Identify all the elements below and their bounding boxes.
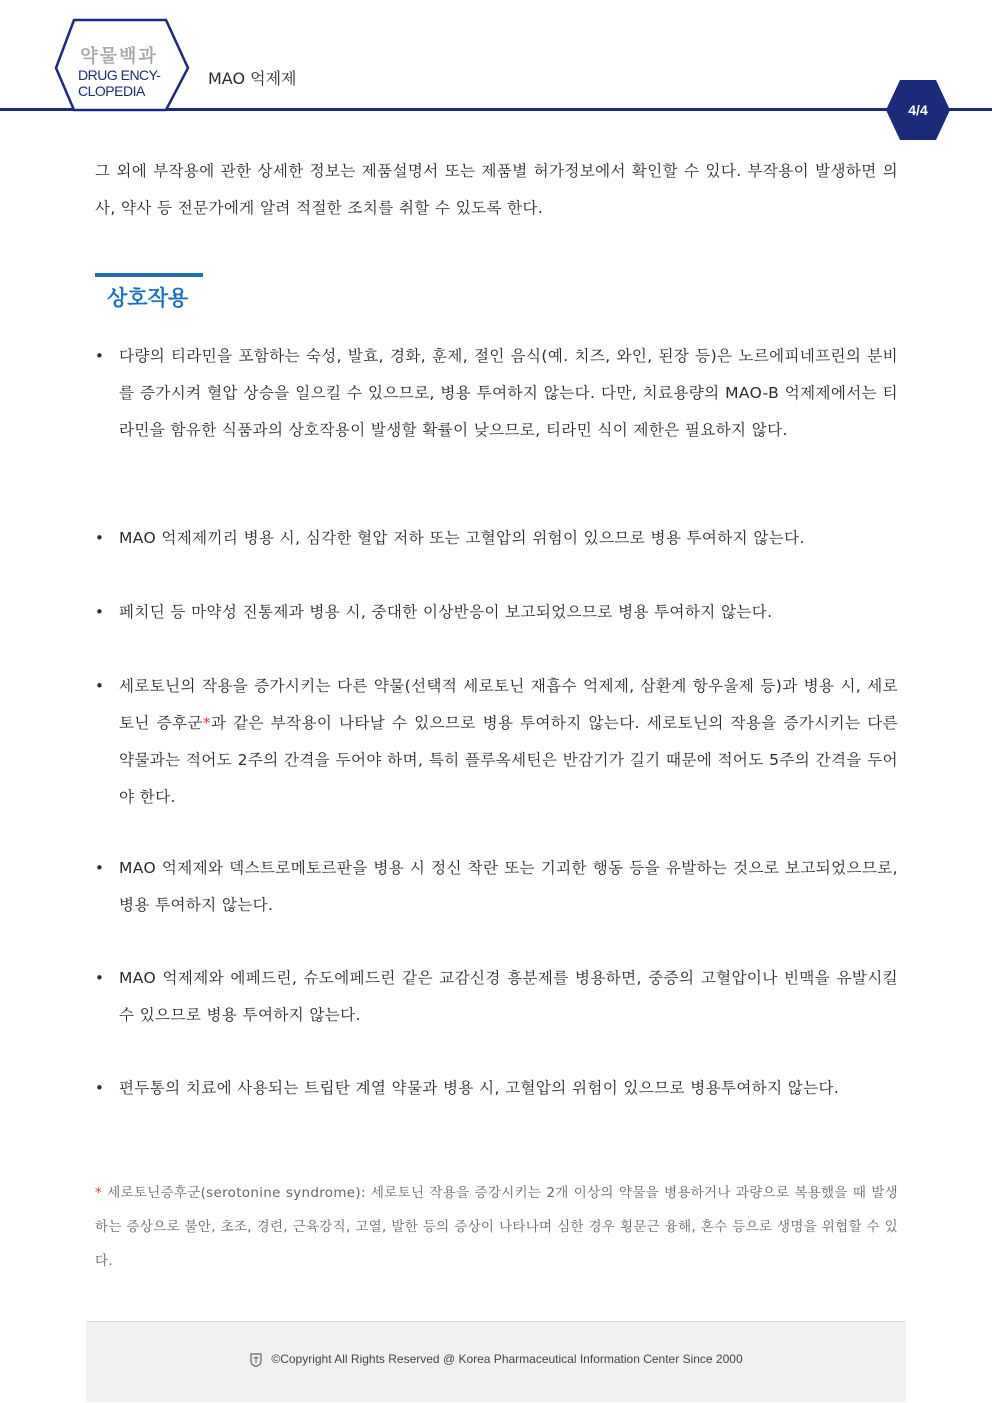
bullet-dot: •	[95, 859, 104, 877]
list-item-text: MAO 억제제끼리 병용 시, 심각한 혈압 저하 또는 고혈압의 위험이 있으므로 병용 투여하지 않는다.	[119, 529, 805, 547]
section-title-bar	[95, 273, 203, 277]
logo-korean-text: 약물백과	[80, 46, 158, 67]
intro-paragraph: 그 외에 부작용에 관한 상세한 정보는 제품설명서 또는 제품별 허가정보에서 확인할 수 있다. 부작용이 발생하면 의사, 약사 등 전문가에게 알려 적절한 조치를 취할 수 있도록 한다.	[95, 162, 898, 217]
bullet-dot: •	[95, 1079, 104, 1097]
bullet-dot: •	[95, 603, 104, 621]
list-item-text: 편두통의 치료에 사용되는 트립탄 계열 약물과 병용 시, 고혈압의 위험이 있으므로 병용투여하지 않는다.	[119, 1079, 840, 1097]
footer-content	[86, 1352, 906, 1367]
document-title: MAO 억제제	[208, 69, 297, 88]
footnote	[95, 1176, 898, 1278]
page-indicator-badge	[886, 80, 950, 140]
page-indicator-text: 4/4	[908, 102, 928, 118]
list-item-text-part1: 세로토닌의 작용을 증가시키는 다른 약물(선택적 세로토닌 재흡수 억제제, 삼환계 항우울제 등)과 병용 시, 세로토닌 증후군	[119, 677, 898, 732]
logo-english-line1: DRUG ENCY-	[78, 67, 161, 83]
list-item-text-part2: 과 같은 부작용이 나타날 수 있으므로 병용 투여하지 않는다. 세로토닌의 작용을 증가시키는 다른 약물과는 적어도 2주의 간격을 두어야 하며, 특히 플루옥세틴은 반감기가 길기 때문에 적어도 5주의 간격을 두어야 한다.	[119, 714, 898, 806]
section-title: 상호작용	[107, 286, 189, 310]
footnote-star: *	[95, 1185, 103, 1201]
list-item-text: 페치딘 등 마약성 진통제과 병용 시, 중대한 이상반응이 보고되었으므로 병용 투여하지 않는다.	[119, 603, 773, 621]
page-footer	[86, 1321, 906, 1402]
list-item-text: 다량의 티라민을 포함하는 숙성, 발효, 경화, 훈제, 절인 음식(예. 치즈, 와인, 된장 등)은 노르에피네프린의 분비를 증가시켜 혈압 상승을 일으킬 수 있으므로, 병용 투여하지 않는다. 다만, 치료용량의 MAO-B 억제제에서는 티라민을 함유한 식품과의 상호작용이 발생할 확률이 낮으므로, 티라민 식이 제한은 필요하지 않다.	[119, 347, 898, 439]
footnote-marker: *	[202, 714, 211, 732]
logo-english-text	[78, 67, 188, 99]
list-item-text: MAO 억제제와 덱스트로메토르판을 병용 시 정신 착란 또는 기괴한 행동 등을 유발하는 것으로 보고되었으므로, 병용 투여하지 않는다.	[119, 859, 898, 914]
bullet-dot: •	[95, 529, 104, 547]
list-item-text	[119, 668, 898, 816]
bullet-dot: •	[95, 677, 104, 695]
drug-encyclopedia-logo	[52, 18, 192, 114]
footnote-text: 세로토닌증후군(serotonine syndrome): 세로토닌 작용을 증강시키는 2개 이상의 약물을 병용하거나 과량으로 복용했을 때 발생하는 증상으로 불안, 초조, 경련, 근육강직, 고열, 발한 등의 증상이 나타나며 심한 경우 횡문근 융해, 혼수 등으로 생명을 위협할 수 있다.	[95, 1185, 898, 1269]
kpic-emblem-icon	[249, 1353, 263, 1367]
list-item-text: MAO 억제제와 에페드린, 슈도에페드린 같은 교감신경 흥분제를 병용하면, 중증의 고혈압이나 빈맥을 유발시킬 수 있으므로 병용 투여하지 않는다.	[119, 969, 898, 1024]
bullet-dot: •	[95, 347, 104, 365]
bullet-dot: •	[95, 969, 104, 987]
logo-english-line2: CLOPEDIA	[78, 83, 145, 99]
copyright-text: ©Copyright All Rights Reserved @ Korea Pharmaceutical Information Center Since 2000	[271, 1352, 743, 1366]
